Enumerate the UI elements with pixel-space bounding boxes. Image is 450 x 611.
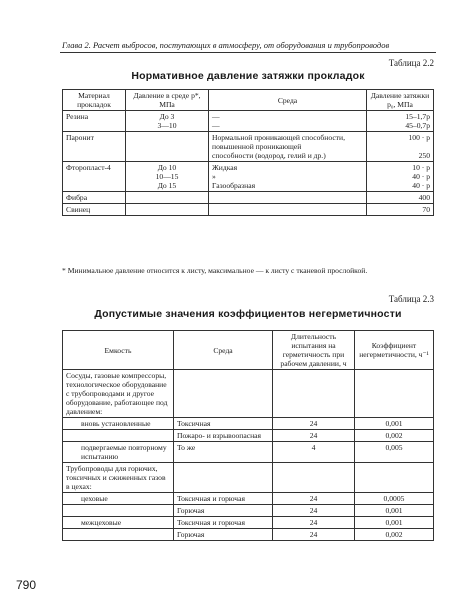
- table2-cell: Токсичная: [174, 418, 273, 430]
- table2-cell: [63, 430, 174, 442]
- table2-cell: цеховые: [63, 493, 174, 505]
- table1-row: [63, 162, 434, 192]
- table1-row: [63, 192, 434, 204]
- table2-row: [63, 505, 434, 517]
- table1-title: Нормативное давление затяжки прокладок: [131, 70, 365, 82]
- header-rule: [60, 52, 436, 53]
- table2-cell: 0,002: [355, 430, 434, 442]
- table1-cell: Фибра: [63, 192, 126, 204]
- table2-cell: 24: [273, 529, 355, 541]
- table1-cell: [126, 132, 209, 162]
- table2-header-row: [63, 331, 434, 370]
- table1-cell: До 10 10—15 До 15: [126, 162, 209, 192]
- table2-cell: вновь установленные: [63, 418, 174, 430]
- table2-cell: То же: [174, 442, 273, 463]
- table2-cell: [355, 463, 434, 493]
- table1-cell: Фторопласт-4: [63, 162, 126, 192]
- table2-row: [63, 442, 434, 463]
- table1-cell: [209, 192, 367, 204]
- table2-cell: [63, 529, 174, 541]
- table2-cell: 24: [273, 517, 355, 529]
- table2-title: Допустимые значения коэффициентов негерметичности: [94, 308, 402, 320]
- table2-cell: 24: [273, 505, 355, 517]
- table2: [62, 330, 434, 541]
- table1-cell: До 3 3—10: [126, 111, 209, 132]
- table2-cell: Токсичная и горючая: [174, 493, 273, 505]
- table1-row: [63, 204, 434, 216]
- table1-cell: Нормальной проникающей способности, повышенной проникающей способности (водород, гелий и др.): [209, 132, 367, 162]
- table2-body: [63, 370, 434, 541]
- table1-cell: 100 · p 250: [367, 132, 434, 162]
- table1-cell: 70: [367, 204, 434, 216]
- table1-cell: [209, 204, 367, 216]
- table1-cell: 15–1,7p 45–0,7p: [367, 111, 434, 132]
- table2-cell: межцеховые: [63, 517, 174, 529]
- table2-row: [63, 529, 434, 541]
- table2-row: [63, 463, 434, 493]
- table2-label: Таблица 2.3: [388, 294, 434, 304]
- table1-header-cell: Среда: [209, 90, 367, 111]
- table2-row: [63, 517, 434, 529]
- table1-cell: 400: [367, 192, 434, 204]
- table1-header-row: [63, 90, 434, 111]
- table2-cell: [174, 370, 273, 418]
- table2-header-cell: Емкость: [63, 331, 174, 370]
- table1-cell: [126, 204, 209, 216]
- table2-row: [63, 493, 434, 505]
- table2-cell: Горючая: [174, 505, 273, 517]
- table1-cell: [126, 192, 209, 204]
- table2-cell: 0,0005: [355, 493, 434, 505]
- table2-cell: 0,005: [355, 442, 434, 463]
- table1-header-cell: Давление затяжки р₀, МПа: [367, 90, 434, 111]
- table2-cell: [355, 370, 434, 418]
- table2-cell: Пожаро- и взрывоопасная: [174, 430, 273, 442]
- table2-cell: Сосуды, газовые компрессоры, технологическое оборудование с трубопроводами и другое оборудование, работающее под давлением:: [63, 370, 174, 418]
- table2-cell: [174, 463, 273, 493]
- table1-footnote: * Минимальное давление относится к листу, максимальное — к листу с тканевой прослойкой.: [62, 266, 368, 275]
- table2-row: [63, 430, 434, 442]
- table1-cell: Резина: [63, 111, 126, 132]
- table2-row: [63, 370, 434, 418]
- table2-cell: 0,001: [355, 505, 434, 517]
- table1: [62, 89, 434, 216]
- table1-cell: — —: [209, 111, 367, 132]
- table2-cell: Горючая: [174, 529, 273, 541]
- table2-cell: 24: [273, 418, 355, 430]
- table2-cell: [273, 463, 355, 493]
- table2-cell: 4: [273, 442, 355, 463]
- table1-cell: 10 · p 40 · p 40 · p: [367, 162, 434, 192]
- table1-header-cell: Давление в среде p*, МПа: [126, 90, 209, 111]
- table2-cell: Трубопроводы для горючих, токсичных и сжиженных газов в цехах:: [63, 463, 174, 493]
- table2-cell: 0,001: [355, 418, 434, 430]
- table2-header-cell: Длительность испытания на герметичность при рабочем давлении, ч: [273, 331, 355, 370]
- table1-body: [63, 111, 434, 216]
- page-number: 790: [16, 578, 37, 592]
- table2-cell: [273, 370, 355, 418]
- table2-cell: Токсичная и горючая: [174, 517, 273, 529]
- running-head: Глава 2. Расчет выбросов, поступающих в атмосферу, от оборудования и трубопроводов: [62, 40, 390, 50]
- table2-cell: [63, 505, 174, 517]
- table1-row: [63, 132, 434, 162]
- table1-cell: Паронит: [63, 132, 126, 162]
- table1-cell: Жидкая » Газообразная: [209, 162, 367, 192]
- table1-label: Таблица 2.2: [388, 58, 434, 68]
- table1-row: [63, 111, 434, 132]
- table2-header-cell: Коэффициент негерметичности, ч⁻¹: [355, 331, 434, 370]
- table2-cell: подвергаемые повторному испытанию: [63, 442, 174, 463]
- table2-row: [63, 418, 434, 430]
- table2-header-cell: Среда: [174, 331, 273, 370]
- table2-cell: 0,002: [355, 529, 434, 541]
- table2-cell: 24: [273, 430, 355, 442]
- table1-header-cell: Материал прокладок: [63, 90, 126, 111]
- table2-cell: 24: [273, 493, 355, 505]
- table1-cell: Свинец: [63, 204, 126, 216]
- table2-cell: 0,001: [355, 517, 434, 529]
